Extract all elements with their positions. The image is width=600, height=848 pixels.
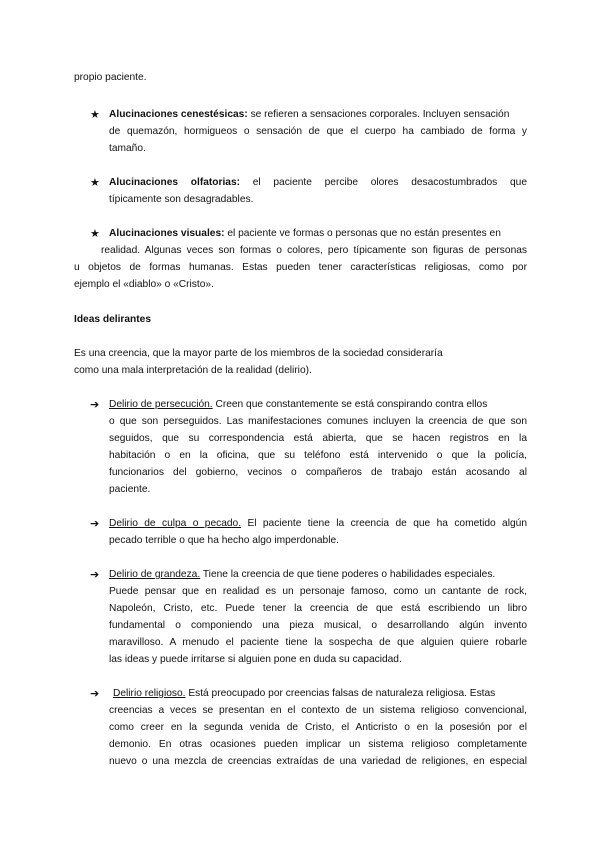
section-heading: Ideas delirantes [74,314,152,325]
arrow-bullet-icon: ➔ [90,399,100,411]
intro-line: Es una creencia, que la mayor parte de los miembros de la sociedad consideraría [74,348,443,359]
delusion-item-grandeza: Delirio de grandeza. Tiene la creencia de que tiene poderes o habilidades especiales. [109,569,496,580]
delusion-item-religioso: Delirio religioso. Está preocupado por creencias falsas de naturaleza religiosa. Estas [113,688,496,699]
text-line: nuevo o una mezcla de creencias extraídas de una variedad de religiones, en especial [109,756,527,767]
arrow-bullet-icon: ➔ [90,569,100,581]
star-bullet-icon: ★ [90,177,100,189]
text-line: de quemazón, hormigueos o sensación de que el cuerpo ha cambiado de forma y [109,126,527,137]
hallucination-term: Alucinaciones olfatorias: [109,177,241,188]
text-line: pecado terrible o que ha hecho algo imperdonable. [109,535,339,546]
text-line: realidad. Algunas veces son formas o colores, pero típicamente son figuras de personas [101,245,527,256]
delusion-item-persecucion: Delirio de persecución. Creen que constantemente se está conspirando contra ellos [109,399,488,410]
text-line: típicamente son desagradables. [109,194,254,205]
text-line: seguidos, que su correspondencia está abierta, que se hacen registros en la [109,433,527,444]
text-line: fundamental o componiendo una pieza musical, o desarrollando algún invento [109,620,527,631]
star-bullet-icon: ★ [90,109,100,121]
text-line: creencias a veces se presentan en el contexto de un sistema religioso convencional, [109,705,527,716]
delusion-item-culpa: Delirio de culpa o pecado. El paciente tiene la creencia de que ha cometido algún [109,518,527,529]
delusion-term: Delirio religioso. [113,688,186,699]
intro-line: como una mala interpretación de la realidad (delirio). [74,365,312,376]
delusion-term: Delirio de culpa o pecado. [109,518,242,529]
hallucination-item-olfatorias: Alucinaciones olfatorias: el paciente percibe olores desacostumbrados que [109,177,527,188]
top-fragment: propio paciente. [74,72,147,83]
hallucination-term: Alucinaciones cenestésicas: [109,109,248,120]
text-line: como creer en la segunda venida de Cristo, el Anticristo o en la posesión por el [109,722,527,733]
hallucination-item-visuales: Alucinaciones visuales: el paciente ve formas o personas que no están presentes en [109,228,501,239]
text-line: maravilloso. A menudo el paciente tiene la sospecha de que alguien quiere robarle [109,637,527,648]
hallucination-item-cenestesicas: Alucinaciones cenestésicas: se refieren a sensaciones corporales. Incluyen sensación [109,109,510,120]
text-line: ejemplo el «diablo» o «Cristo». [74,279,214,290]
arrow-bullet-icon: ➔ [90,518,100,530]
text-line: habitación o en la oficina, que su teléfono está intervenido o que la policía, [109,450,527,461]
text-line: o que son perseguidos. Las manifestaciones comunes incluyen la creencia de que son [109,416,527,427]
text-line: tamaño. [109,143,146,154]
delusion-term: Delirio de persecución. [109,399,213,410]
arrow-bullet-icon: ➔ [90,688,100,700]
delusion-term: Delirio de grandeza. [109,569,201,580]
text-line: funcionarios del gobierno, vecinos o compañeros de trabajo están acosando al [109,467,527,478]
text-line: las ideas y puede irritarse si alguien pone en duda su capacidad. [109,654,402,665]
text-line: Napoleón, Cristo, etc. Puede tener la creencia de que está escribiendo un libro [109,603,527,614]
text-line: paciente. [109,484,151,495]
text-line: Puede pensar que en realidad es un personaje famoso, como un cantante de rock, [109,586,527,597]
star-bullet-icon: ★ [90,228,100,240]
text-line: demonio. En otras ocasiones pueden implicar un sistema religioso completamente [109,739,527,750]
hallucination-term: Alucinaciones visuales: [109,228,225,239]
text-line: u objetos de formas humanas. Estas pueden tener características religiosas, como por [74,262,527,273]
